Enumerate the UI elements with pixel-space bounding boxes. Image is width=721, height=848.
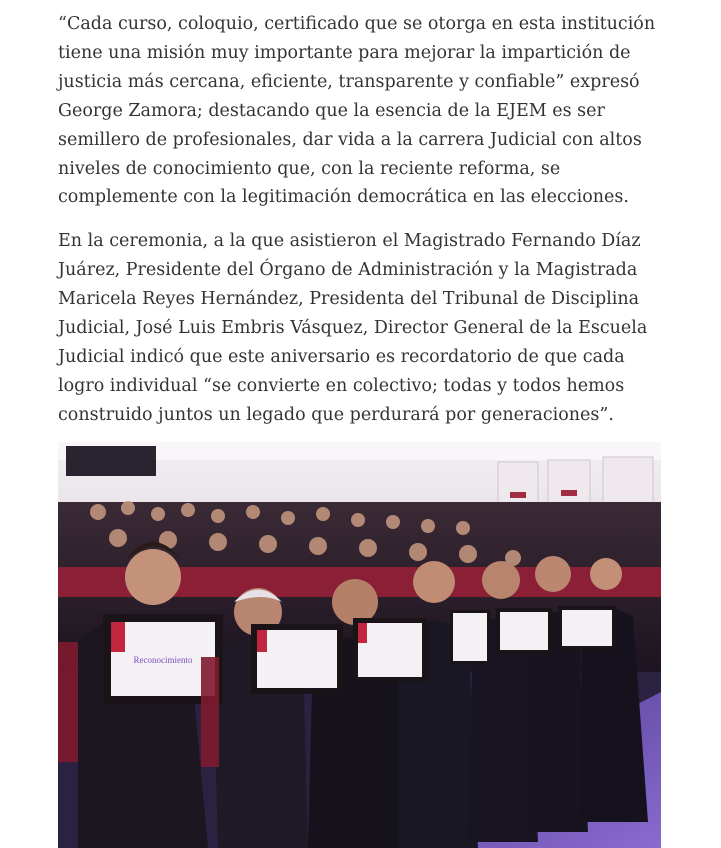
certificate-title: Reconocimiento (133, 655, 193, 665)
wall-screen (66, 446, 156, 476)
article-paragraph-2: En la ceremonia, a la que asistieron el Magistrado Fernando Díaz Juárez, Presidente del Órgano de Administración y la Magistrada Maricela Reyes Hernández, Presidenta del Tribunal de Disciplina Judicial, José Luis Embris Vásquez, Director General de la Escuela Judicial indicó que este aniversario es recordatorio de que cada logro individual “se convierte en colectivo; todas y todos hemos construido juntos un legado que perdurará por generaciones”. (58, 231, 648, 425)
ceremony-photo (58, 442, 661, 848)
article-body (58, 10, 663, 430)
article-paragraph-1: “Cada curso, coloquio, certificado que se otorga en esta institución tiene una misión muy importante para mejorar la impartición de justicia más cercana, eficiente, transparente y confiable” expresó George Zamora; destacando que la esencia de la EJEM es ser semillero de profesionales, dar vida a la carrera Judicial con altos niveles de conocimiento que, con la reciente reforma, se complemente con la legitimación democrática en las elecciones. (58, 14, 656, 208)
